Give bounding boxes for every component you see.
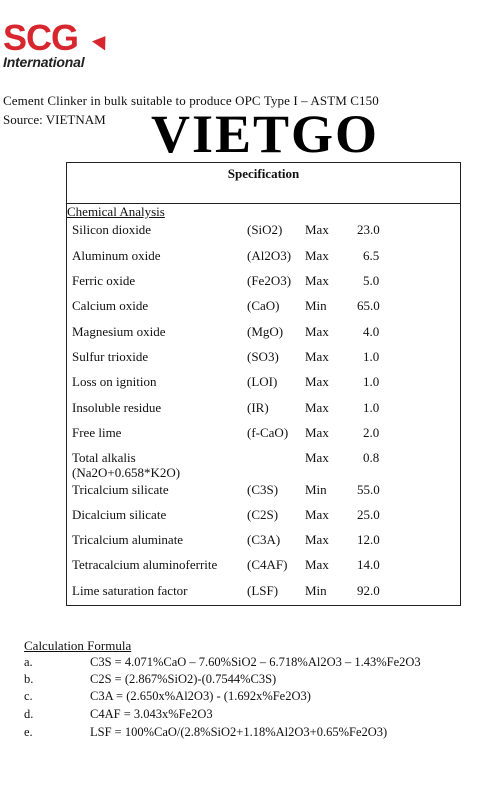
formula-letter: a. <box>24 655 33 669</box>
row-value: 0.8 <box>363 450 380 465</box>
formula-text: C3A = (2.650x%Al2O3) - (1.692x%Fe2O3) <box>90 689 311 703</box>
row-limit: Min <box>305 482 327 497</box>
row-value: 25.0 <box>357 507 380 522</box>
row-limit: Max <box>305 400 329 415</box>
specification-title: Specification <box>67 163 460 204</box>
row-value: 12.0 <box>357 532 380 547</box>
source-label: Source: <box>3 112 43 127</box>
row-value: 5.0 <box>363 273 380 288</box>
row-value: 14.0 <box>357 557 380 572</box>
logo-triangle-icon <box>92 31 112 50</box>
scg-logo <box>3 17 85 70</box>
formula-text: C4AF = 3.043x%Fe2O3 <box>90 707 213 721</box>
row-name: Silicon dioxide <box>72 222 152 237</box>
row-limit: Min <box>305 583 327 598</box>
row-value: 1.0 <box>363 349 380 364</box>
vietgo-watermark: VIETGO <box>151 104 380 164</box>
row-symbol: (f-CaO) <box>247 425 289 440</box>
document-heading: Cement Clinker in bulk suitable to produce OPC Type I – ASTM C150 <box>3 93 379 108</box>
row-limit: Max <box>305 532 329 547</box>
row-symbol: (MgO) <box>247 324 284 339</box>
row-name: Magnesium oxide <box>72 324 166 339</box>
row-value: 1.0 <box>363 400 380 415</box>
specification-table <box>66 162 461 606</box>
row-limit: Max <box>305 425 329 440</box>
logo-main-text: SCG <box>3 17 79 58</box>
row-symbol: (SO3) <box>247 349 279 364</box>
row-name-formula: (Na2O+0.658*K2O) <box>72 465 181 480</box>
logo-sub-text: International <box>3 54 85 70</box>
row-name: Tricalcium silicate <box>72 482 169 497</box>
row-limit: Max <box>305 450 329 465</box>
row-name: Loss on ignition <box>72 374 157 389</box>
row-name: Insoluble residue <box>72 400 162 415</box>
row-name: Calcium oxide <box>72 298 149 313</box>
row-name: Ferric oxide <box>72 273 136 288</box>
row-name: Total alkalis <box>72 450 136 465</box>
row-value: 23.0 <box>357 222 380 237</box>
row-value: 65.0 <box>357 298 380 313</box>
row-symbol: (LOI) <box>247 374 278 389</box>
row-symbol: (C3S) <box>247 482 279 497</box>
row-limit: Max <box>305 222 329 237</box>
row-symbol: (Al2O3) <box>247 248 292 263</box>
row-limit: Max <box>305 349 329 364</box>
row-value: 2.0 <box>363 425 380 440</box>
formula-text: LSF = 100%CaO/(2.8%SiO2+1.18%Al2O3+0.65%Fe2O3) <box>90 725 388 739</box>
row-symbol: (SiO2) <box>247 222 283 237</box>
source-value: VIETNAM <box>45 112 106 127</box>
row-name: Aluminum oxide <box>72 248 161 263</box>
row-limit: Max <box>305 248 329 263</box>
row-symbol: (IR) <box>247 400 269 415</box>
row-value: 55.0 <box>357 482 380 497</box>
chemical-analysis-heading: Chemical Analysis <box>67 204 165 219</box>
row-symbol: (CaO) <box>247 298 280 313</box>
formula-text: C2S = (2.867%SiO2)-(0.7544%C3S) <box>90 672 277 686</box>
row-value: 92.0 <box>357 583 380 598</box>
row-value: 1.0 <box>363 374 380 389</box>
row-name: Dicalcium silicate <box>72 507 167 522</box>
row-symbol: (C4AF) <box>247 557 288 572</box>
row-name: Tetracalcium aluminoferrite <box>72 557 218 572</box>
row-name: Lime saturation factor <box>72 583 188 598</box>
row-name: Free lime <box>72 425 122 440</box>
row-limit: Max <box>305 557 329 572</box>
formula-letter: e. <box>24 725 33 739</box>
row-symbol: (Fe2O3) <box>247 273 292 288</box>
row-limit: Max <box>305 507 329 522</box>
row-symbol: (LSF) <box>247 583 279 598</box>
row-symbol: (C2S) <box>247 507 279 522</box>
formula-letter: c. <box>24 689 33 703</box>
row-limit: Max <box>305 374 329 389</box>
row-limit: Max <box>305 273 329 288</box>
row-name: Tricalcium aluminate <box>72 532 184 547</box>
formula-text: C3S = 4.071%CaO – 7.60%SiO2 – 6.718%Al2O3 – 1.43%Fe2O3 <box>90 655 421 669</box>
row-value: 6.5 <box>363 248 380 263</box>
row-limit: Min <box>305 298 327 313</box>
row-name: Sulfur trioxide <box>72 349 149 364</box>
calculation-formula-heading: Calculation Formula <box>24 638 132 653</box>
formula-letter: b. <box>24 672 34 686</box>
row-symbol: (C3A) <box>247 532 281 547</box>
formula-letter: d. <box>24 707 34 721</box>
source-line <box>3 112 106 128</box>
row-limit: Max <box>305 324 329 339</box>
row-value: 4.0 <box>363 324 380 339</box>
